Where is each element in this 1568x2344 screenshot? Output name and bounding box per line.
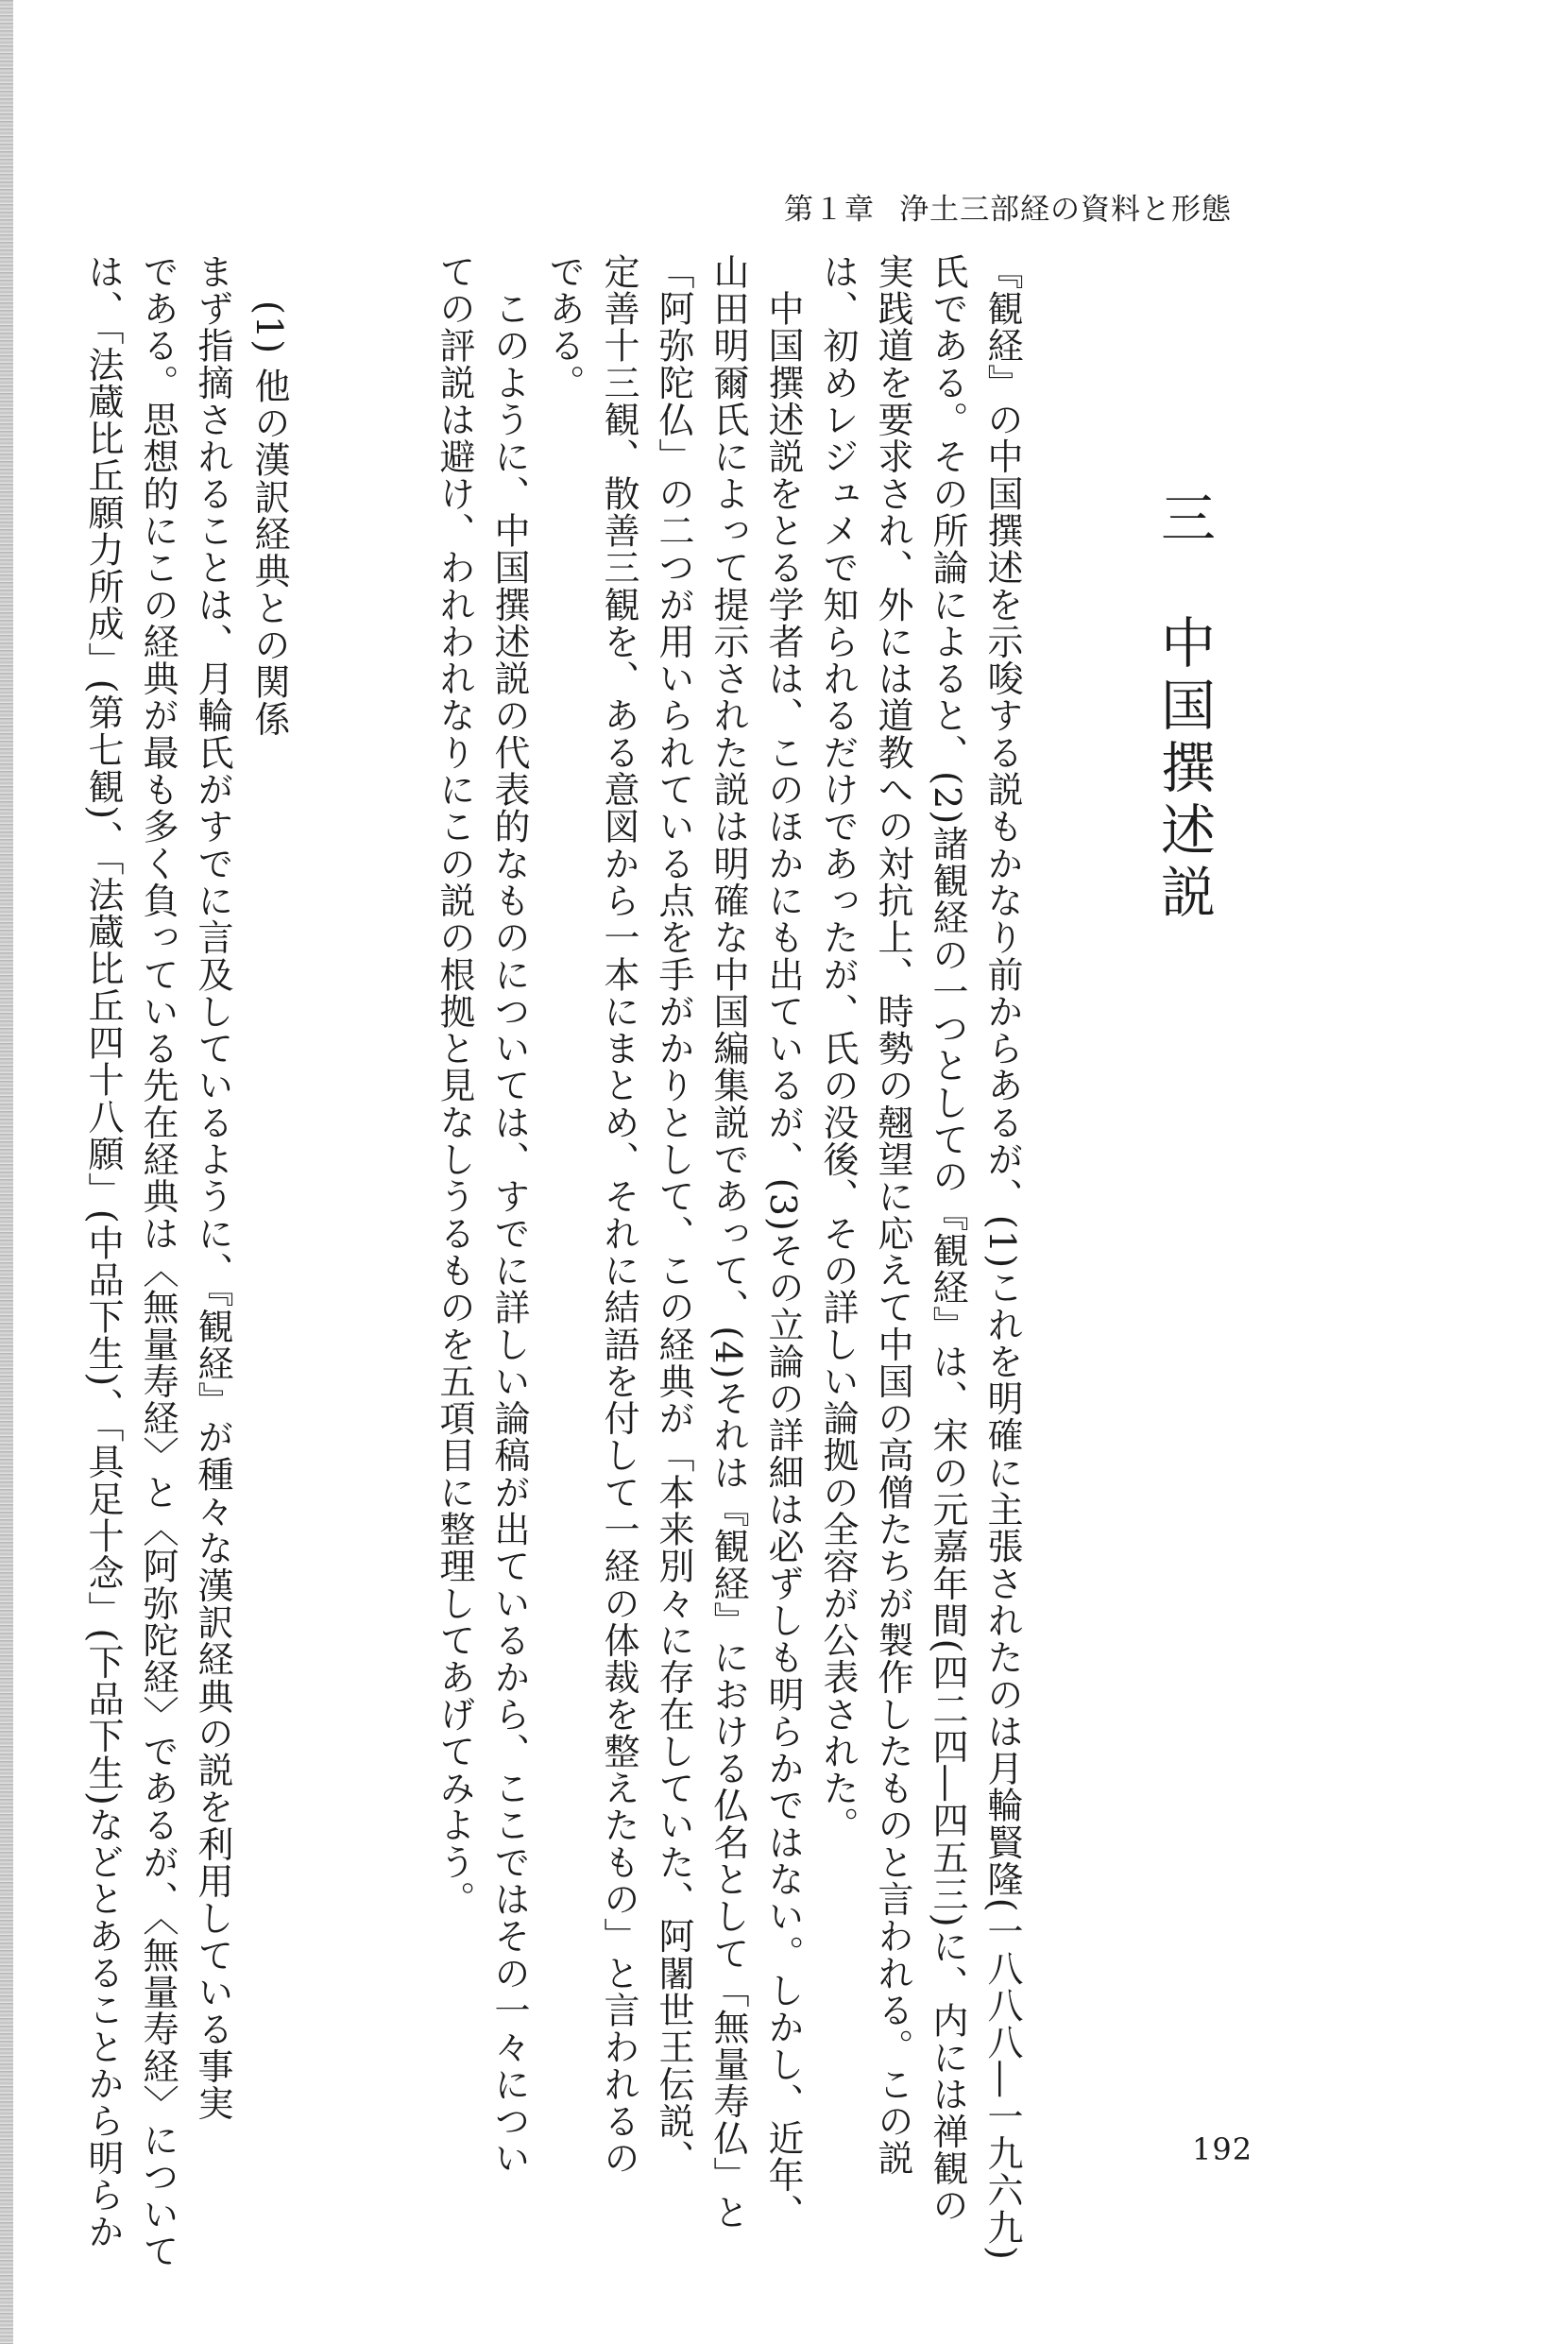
text-column-5: 中国撰述説をとる学者は、このほかにも出ているが、(3)その立論の詳細は必ずしも明らかではない。しかし、近年、 <box>762 253 804 2232</box>
running-head <box>784 185 1232 228</box>
subsection-title: 他の漢訳経典との関係 <box>248 368 290 738</box>
text-column-14: は、「法蔵比丘願力所成」(第七観)、「法蔵比丘四十八願」(中品下生)、「具足十念」(下品下生)などとあることから明らか <box>82 253 124 2250</box>
text-column-11: ての評説は避け、われわれなりにこの説の根拠と見なしうるものを五項目に整理してあげてみよう。 <box>434 253 475 1918</box>
text-column-4: は、初めレジュメで知られるだけであったが、氏の没後、その詳しい論拠の全容が公表された。 <box>817 253 859 1844</box>
text-column-12: まず指摘されることは、月輪氏がすでに言及しているように、『観経』が種々な漢訳経典の説を利用している事実 <box>192 253 233 2122</box>
scan-edge <box>0 0 13 2344</box>
text-column-6: 山田明爾氏によって提示された説は明確な中国編集説であって、(4)それは『観経』における仏名として「無量寿仏」と <box>707 253 749 2232</box>
running-head-title: 浄土三部経の資料と形態 <box>899 193 1232 227</box>
subsection-heading <box>248 300 290 738</box>
section-title: 三 中国撰述説 <box>1151 489 1216 926</box>
text-column-3: 実践道を要求され、外には道教への対抗上、時勢の翹望に応えて中国の高僧たちが製作したものと言われる。この説 <box>872 253 913 2177</box>
text-column-2: 氏である。その所論によると、(2)諸観経の一つとしての『観経』は、宋の元嘉年間(四二四―四五三)に、内には禅観の <box>927 253 968 2224</box>
text-column-9: である。 <box>543 253 585 402</box>
text-column-13: である。思想的にこの経典が最も多く負っている先在経典は〈無量寿経〉と〈阿弥陀経〉であるが、〈無量寿経〉について <box>137 253 179 2270</box>
page-number: 192 <box>1192 2131 1253 2167</box>
text-column-7: 「阿弥陀仏」の二つが用いられている点を手がかりとして、この経典が「本来別々に存在していた、阿闍世王伝説、 <box>653 253 694 2177</box>
text-column-1: 『観経』の中国撰述を示唆する説もかなり前からあるが、(1)これを明確に主張されたのは月輪賢隆(一八八八―一九六九) <box>981 253 1023 2262</box>
subsection-number: (1) <box>248 300 290 355</box>
text-column-10: このように、中国撰述説の代表的なものについては、すでに詳しい論稿が出ているから、ここではその一々につい <box>488 253 530 2177</box>
running-head-chapter: 第１章 <box>784 193 875 227</box>
text-column-8: 定善十三観、散善三観を、ある意図から一本にまとめ、それに結語を付して一経の体裁を整えたもの」と言われるの <box>598 253 639 2177</box>
